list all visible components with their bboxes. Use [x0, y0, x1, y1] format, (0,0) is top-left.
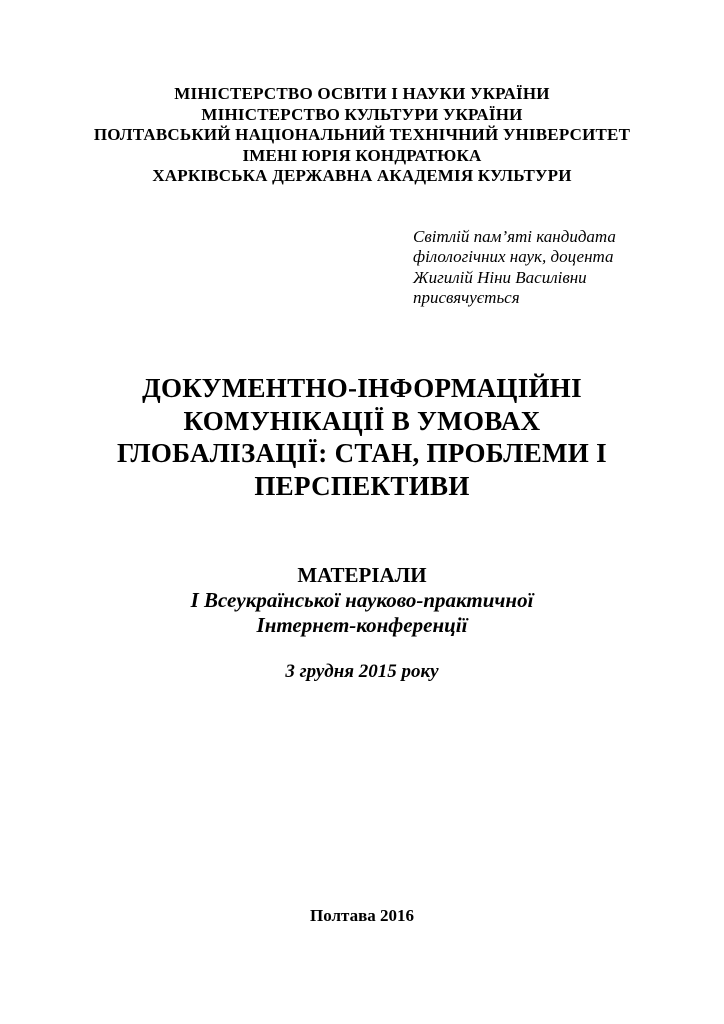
conference-date: 3 грудня 2015 року [285, 661, 439, 682]
institution-line: ІМЕНІ ЮРІЯ КОНДРАТЮКА [242, 145, 482, 165]
dedication-line: Світлій пам’яті кандидата [413, 227, 616, 246]
institution-line: МІНІСТЕРСТВО КУЛЬТУРИ УКРАЇНИ [201, 104, 523, 124]
dedication-block [413, 227, 683, 308]
dedication-line: Жигилій Ніни Василівни [413, 267, 587, 287]
conference-title-line: ДОКУМЕНТНО-ІНФОРМАЦІЙНІ [142, 373, 582, 403]
institutions-header [0, 84, 724, 187]
conference-title-line: КОМУНІКАЦІЇ В УМОВАХ [183, 405, 541, 436]
imprint-place-year: Полтава 2016 [309, 906, 415, 925]
conference-title [0, 372, 724, 502]
materials-heading: МАТЕРІАЛИ [297, 563, 427, 587]
conference-title-line: ГЛОБАЛІЗАЦІЇ: СТАН, ПРОБЛЕМИ І [117, 438, 607, 468]
institution-line: ПОЛТАВСЬКИЙ НАЦІОНАЛЬНИЙ ТЕХНІЧНИЙ УНІВЕРСИТЕТ [93, 125, 631, 144]
conference-type-line: І Всеукраїнської науково-практичної [190, 588, 534, 613]
materials-block [0, 563, 724, 639]
dedication-line: філологічних наук, доцента [413, 247, 614, 267]
institution-line: МІНІСТЕРСТВО ОСВІТИ І НАУКИ УКРАЇНИ [174, 84, 550, 103]
dedication-line: присвячується [413, 287, 520, 307]
conference-type-line: Інтернет-конференції [256, 613, 468, 638]
conference-title-line: ПЕРСПЕКТИВИ [254, 470, 470, 501]
institution-line: ХАРКІВСЬКА ДЕРЖАВНА АКАДЕМІЯ КУЛЬТУРИ [152, 166, 572, 185]
